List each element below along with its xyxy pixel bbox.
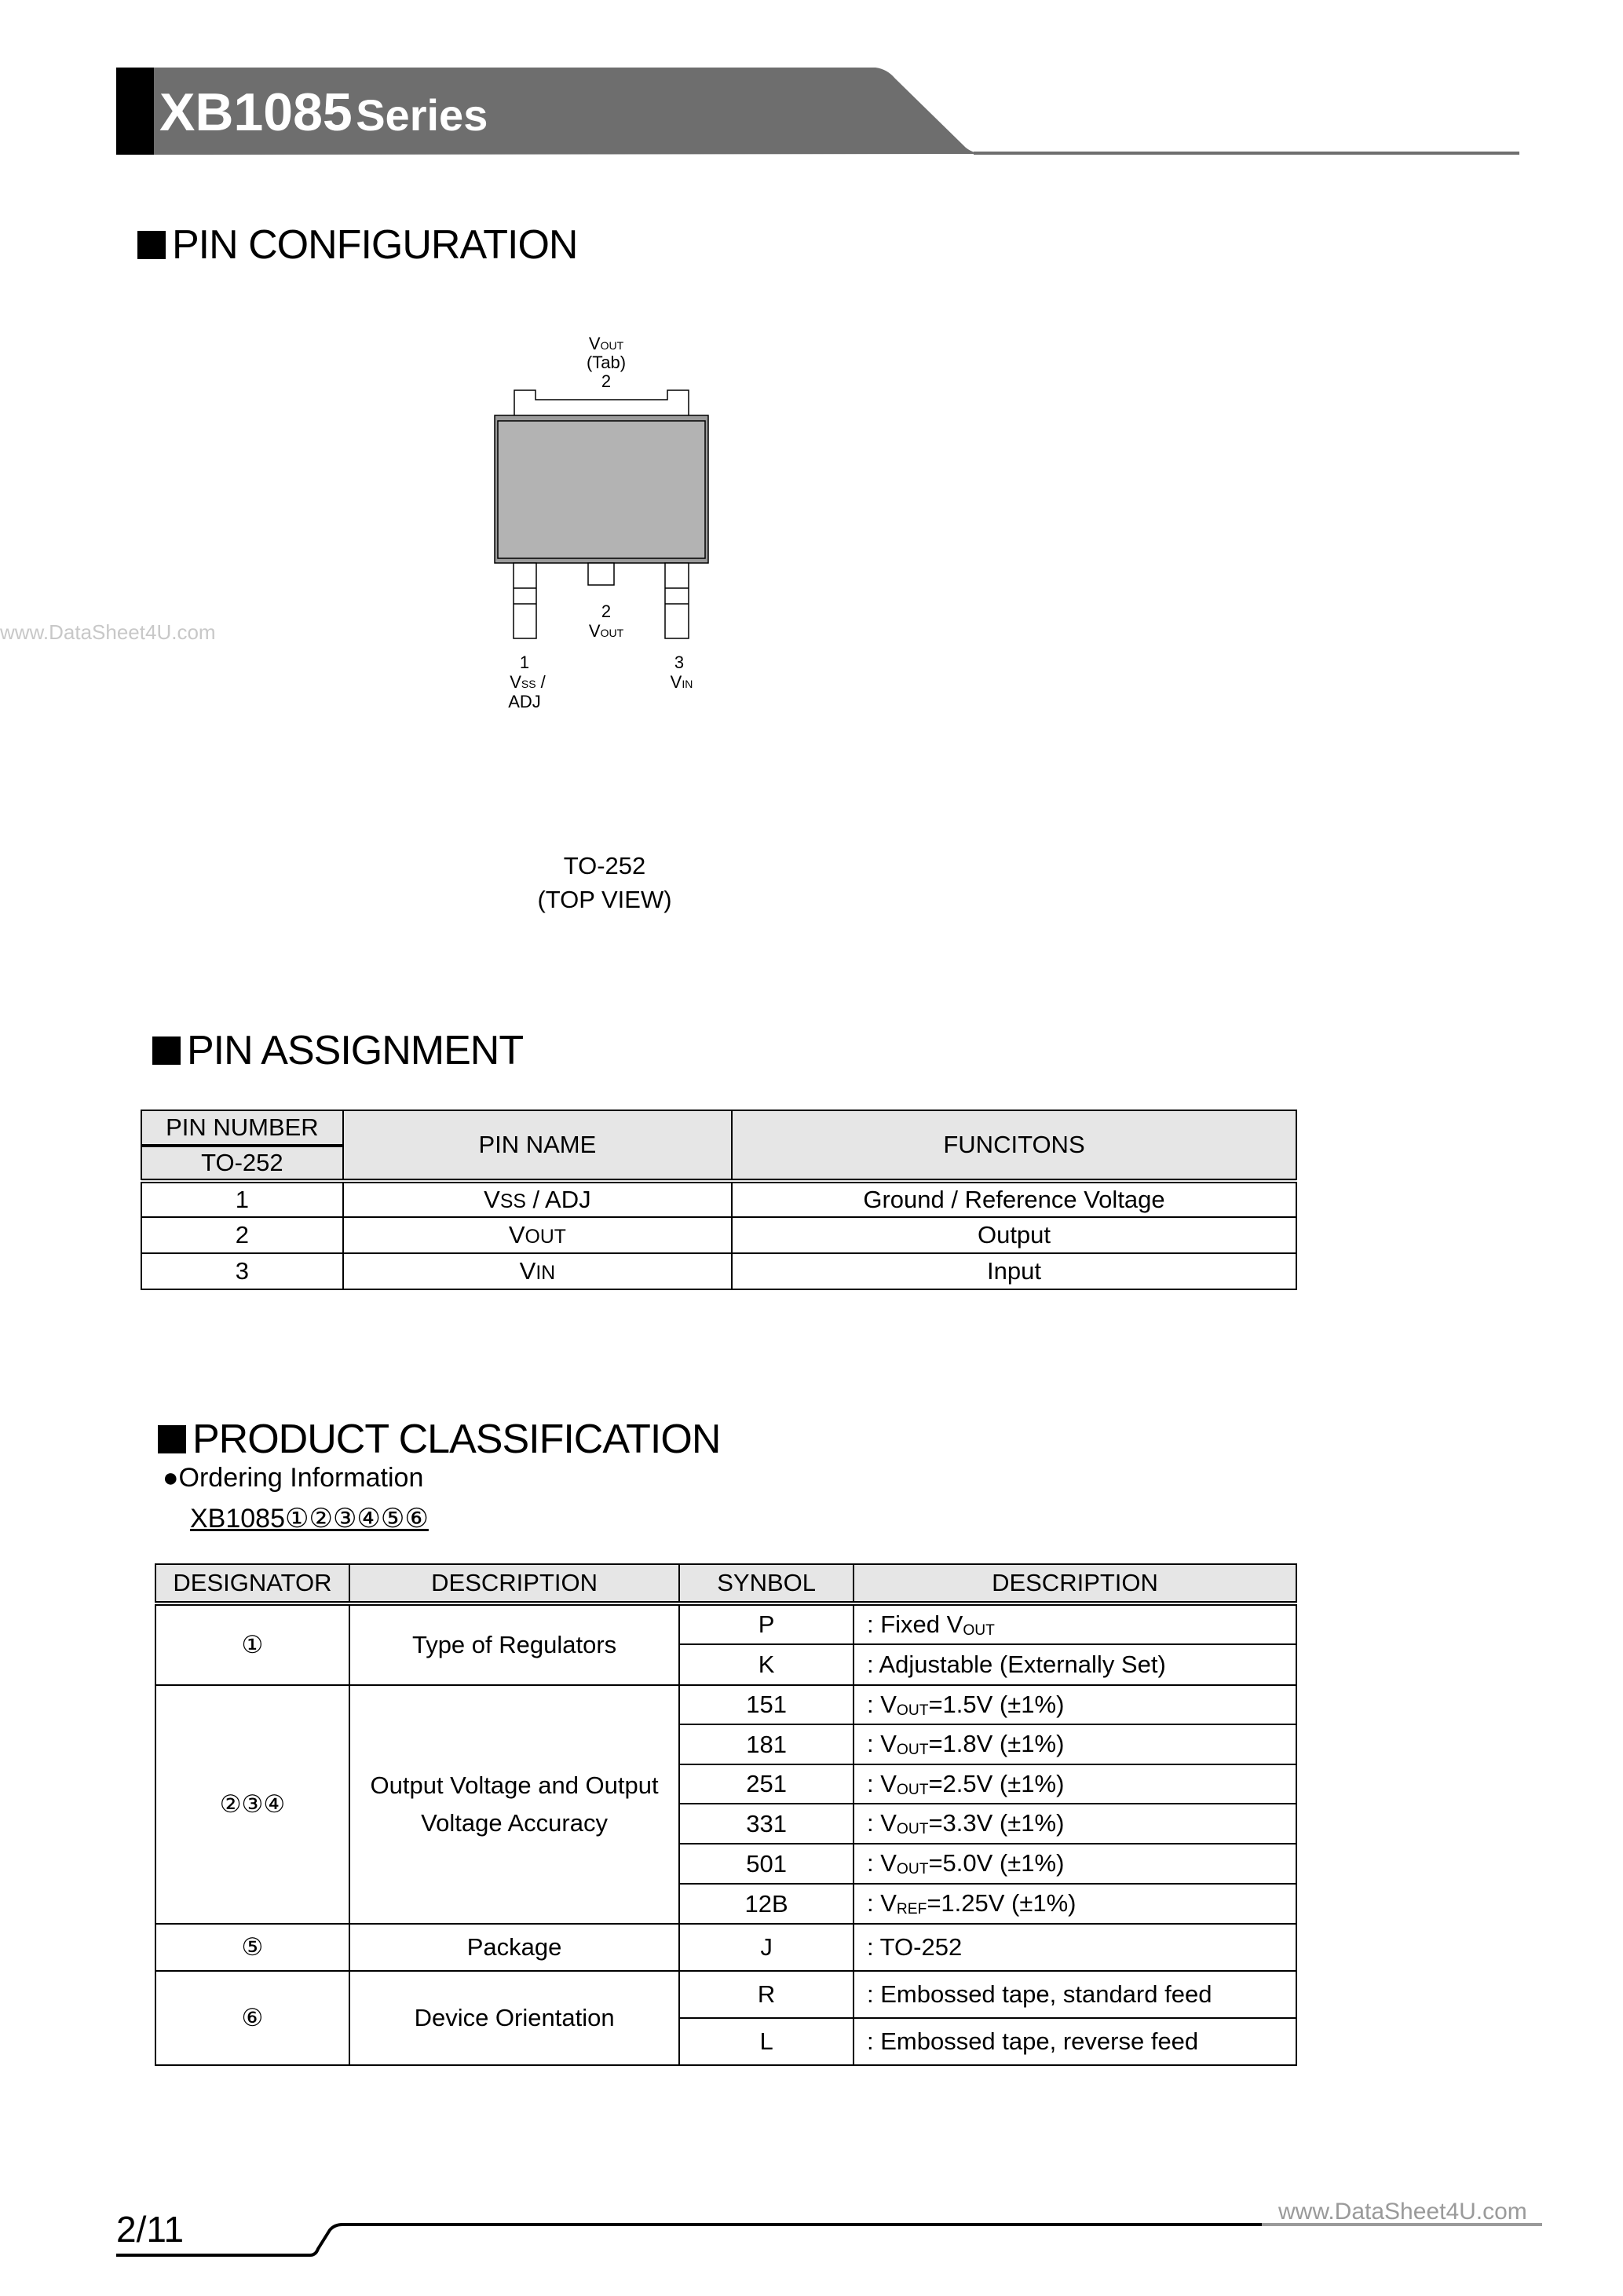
package-caption: TO-252 (563, 852, 646, 879)
lead-pin-1 (514, 563, 536, 638)
description-line: Device Orientation (414, 2004, 615, 2031)
description-pre: : V (866, 1769, 897, 1797)
symbol: R (679, 1971, 854, 2018)
pin3-name: VIN (670, 672, 693, 692)
pin-name: VIN (343, 1253, 732, 1289)
pin1-name: VSS / (510, 672, 546, 692)
package-body-inner (498, 421, 705, 558)
footer-watermark: www.DataSheet4U.com (1278, 2199, 1527, 2225)
symbol-description (854, 1844, 1296, 1884)
symbol: J (679, 1924, 854, 1971)
header-description: DESCRIPTION (349, 1564, 679, 1603)
header-functions: FUNCITONS (732, 1110, 1296, 1181)
symbol: 181 (679, 1724, 854, 1764)
description-pre: : Adjustable (Externally Set) (866, 1650, 1166, 1678)
symbol-description (854, 1644, 1296, 1685)
document-title: XB1085 Series (159, 82, 488, 142)
section-heading-pin-assignment: PIN ASSIGNMENT (152, 1027, 523, 1074)
symbol: L (679, 2018, 854, 2065)
tab-label-tab: (Tab) (586, 353, 627, 372)
symbol-description (854, 1764, 1296, 1804)
designator: ⑤ (155, 1924, 349, 1971)
description-sub: OUT (963, 1621, 995, 1639)
tab-label-vout: VOUT (588, 334, 624, 353)
symbol-description (854, 1685, 1296, 1724)
symbol: P (679, 1603, 854, 1644)
pin-assignment-table (141, 1110, 1297, 1290)
designator-description (349, 1603, 679, 1685)
section-heading-pin-configuration: PIN CONFIGURATION (137, 221, 577, 269)
description-sub: OUT (896, 1860, 929, 1877)
table-row (155, 1603, 1296, 1644)
table-row (155, 1924, 1296, 1971)
designator-description (349, 1685, 679, 1924)
description-pre: : V (866, 1809, 897, 1837)
table-row (155, 1685, 1296, 1724)
description-pre: : V (866, 1849, 897, 1877)
description-line: Package (466, 1933, 562, 1961)
table-row (141, 1217, 1296, 1253)
square-bullet-icon (158, 1425, 186, 1453)
description-sub: OUT (896, 1781, 929, 1798)
description-post: =1.25V (±1%) (927, 1889, 1077, 1918)
description-post: =2.5V (±1%) (928, 1769, 1065, 1797)
pin-number: 3 (141, 1253, 343, 1289)
view-caption: (TOP VIEW) (537, 886, 672, 913)
description-post: =3.3V (±1%) (928, 1809, 1065, 1837)
header-symbol: SYNBOL (679, 1564, 854, 1603)
table-row (141, 1181, 1296, 1217)
symbol: 331 (679, 1804, 854, 1844)
product-classification-table (155, 1563, 1297, 2066)
designator-description (349, 1971, 679, 2065)
header-pin-number: PIN NUMBER (141, 1110, 343, 1146)
description-post: =1.5V (±1%) (928, 1690, 1065, 1718)
tab-label-number: 2 (601, 371, 612, 391)
description-post: =1.8V (±1%) (928, 1730, 1065, 1758)
designator: ⑥ (155, 1971, 349, 2065)
description-line: Type of Regulators (411, 1631, 617, 1658)
pin-number: 2 (141, 1217, 343, 1253)
pin2-name: VOUT (588, 621, 624, 641)
symbol-description (854, 1971, 1296, 2018)
pin2-number: 2 (601, 601, 612, 621)
description-pre: : Embossed tape, reverse feed (866, 2027, 1199, 2055)
square-bullet-icon (152, 1036, 181, 1065)
symbol-description (854, 1884, 1296, 1924)
description-pre: : TO-252 (866, 1932, 963, 1961)
description-sub: OUT (896, 1741, 929, 1758)
header-designator: DESIGNATOR (155, 1564, 349, 1603)
header-rule (974, 152, 1519, 155)
package-tab (514, 390, 689, 415)
description-sub: REF (896, 1900, 927, 1918)
designator-description (349, 1924, 679, 1971)
pin-name: VSS / ADJ (343, 1181, 732, 1217)
lead-pin-2-stub (588, 563, 614, 585)
symbol: K (679, 1644, 854, 1685)
part-number-format: XB1085①②③④⑤⑥ (190, 1504, 429, 1534)
section-heading-product-classification: PRODUCT CLASSIFICATION (158, 1416, 720, 1463)
description-line: Voltage Accuracy (421, 1809, 608, 1837)
description-sub: OUT (896, 1702, 929, 1719)
description-line: Output Voltage and Output (370, 1771, 659, 1799)
symbol: 251 (679, 1764, 854, 1804)
symbol-description (854, 1603, 1296, 1644)
description-post: =5.0V (±1%) (928, 1849, 1065, 1877)
pin1-adj: ADJ (508, 692, 541, 711)
symbol-description (854, 1804, 1296, 1844)
symbol-description (854, 2018, 1296, 2065)
description-pre: : V (866, 1730, 897, 1758)
designator: ① (155, 1603, 349, 1685)
description-pre: : Embossed tape, standard feed (866, 1980, 1212, 2008)
pin-name: VOUT (343, 1217, 732, 1253)
symbol: 12B (679, 1884, 854, 1924)
symbol-description (854, 1924, 1296, 1971)
header-pin-name: PIN NAME (343, 1110, 732, 1181)
description-pre: : V (866, 1889, 897, 1918)
page-number: 2/11 (116, 2209, 185, 2250)
header-symbol-description: DESCRIPTION (854, 1564, 1296, 1603)
description-sub: OUT (896, 1820, 929, 1837)
symbol: 151 (679, 1685, 854, 1724)
designator: ②③④ (155, 1685, 349, 1924)
symbol-description (854, 1724, 1296, 1764)
header-package: TO-252 (141, 1146, 343, 1181)
pin-function: Ground / Reference Voltage (732, 1181, 1296, 1217)
watermark: www.DataSheet4U.com (0, 620, 216, 644)
symbol: 501 (679, 1844, 854, 1884)
pin-function: Input (732, 1253, 1296, 1289)
ordering-information-label: ●Ordering Information (163, 1463, 424, 1493)
table-row (155, 1971, 1296, 2018)
pin1-number: 1 (519, 653, 530, 672)
pin3-number: 3 (674, 653, 685, 672)
pin-function: Output (732, 1217, 1296, 1253)
description-pre: : V (866, 1690, 897, 1718)
description-pre: : Fixed V (866, 1610, 963, 1638)
to252-package-diagram (0, 0, 864, 785)
lead-pin-3 (665, 563, 689, 638)
table-row (141, 1253, 1296, 1289)
pin-number: 1 (141, 1181, 343, 1217)
